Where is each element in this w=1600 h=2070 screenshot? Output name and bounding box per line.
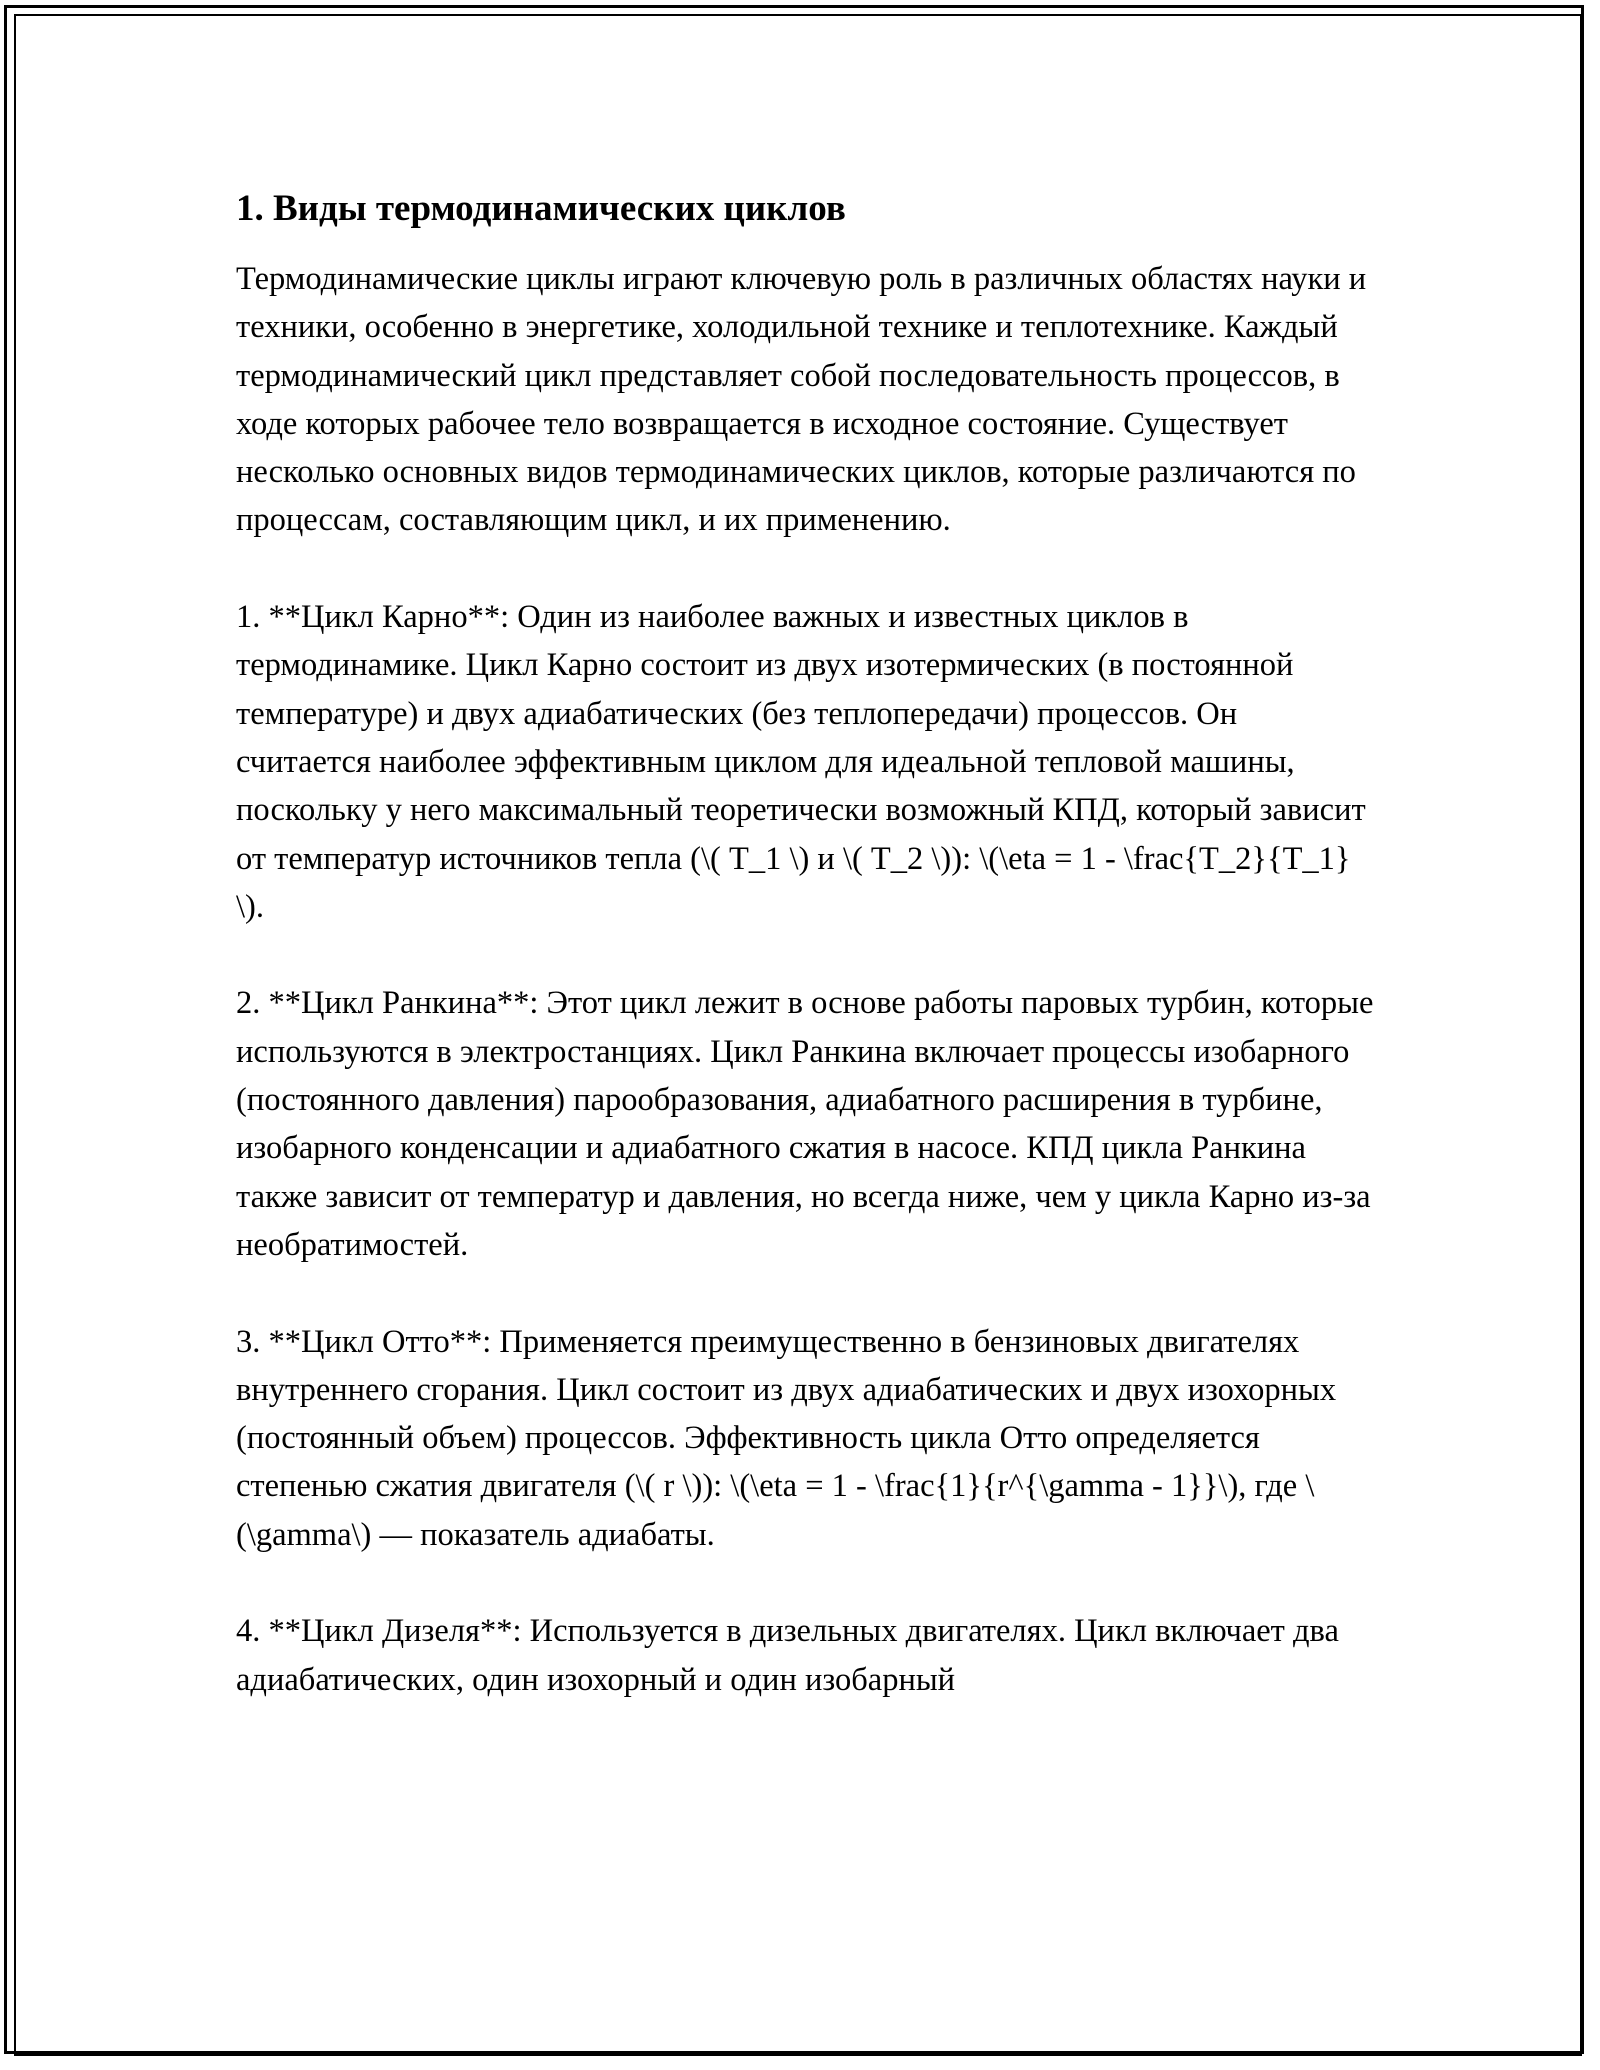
rankine-cycle-paragraph: 2. **Цикл Ранкина**: Этот цикл лежит в основе работы паровых турбин, которые используются в электростанциях. Цикл Ранкина включает процессы изобарного (постоянного давления) парообразования, адиабатного расширения в турбине, изобарного конденсации и адиабатного сжатия в насосе. КПД цикла Ранкина также зависит от температур и давления, но всегда ниже, чем у цикла Карно из-за необратимостей. [236, 985, 1374, 1263]
intro-paragraph: Термодинамические циклы играют ключевую роль в различных областях науки и техники, особенно в энергетике, холодильной технике и теплотехнике. Каждый термодинамический цикл представляет собой последовательность процессов, в ходе которых рабочее тело возвращается в исходное состояние. Существует несколько основных видов термодинамических циклов, которые различаются по процессам, составляющим цикл, и их применению. [236, 261, 1367, 539]
section-heading: 1. Виды термодинамических циклов [236, 188, 846, 229]
carnot-cycle-paragraph: 1. **Цикл Карно**: Один из наиболее важных и известных циклов в термодинамике. Цикл Карно состоит из двух изотермических (в постоянной температуре) и двух адиабатических (без теплопередачи) процессов. Он считается наиболее эффективным циклом для идеальной тепловой машины, поскольку у него максимальный теоретически возможный КПД, который зависит от температур источников тепла (\( T_1 \) и \( T_2 \)): \(\eta = 1 - \frac{T_2}{T_1} \). [236, 599, 1366, 925]
otto-cycle-paragraph: 3. **Цикл Отто**: Применяется преимущественно в бензиновых двигателях внутреннего сгорания. Цикл состоит из двух адиабатических и двух изохорных (постоянный объем) процессов. Эффективность цикла Отто определяется степенью сжатия двигателя (\( r \)): \(\eta = 1 - \frac{1}{r^{\gamma - 1}}\), где \(\gamma\) — показатель адиабаты. [236, 1323, 1337, 1553]
document-body [236, 185, 1376, 1752]
diesel-cycle-paragraph: 4. **Цикл Дизеля**: Используется в дизельных двигателях. Цикл включает два адиабатических, один изохорный и один изобарный [236, 1613, 1339, 1698]
